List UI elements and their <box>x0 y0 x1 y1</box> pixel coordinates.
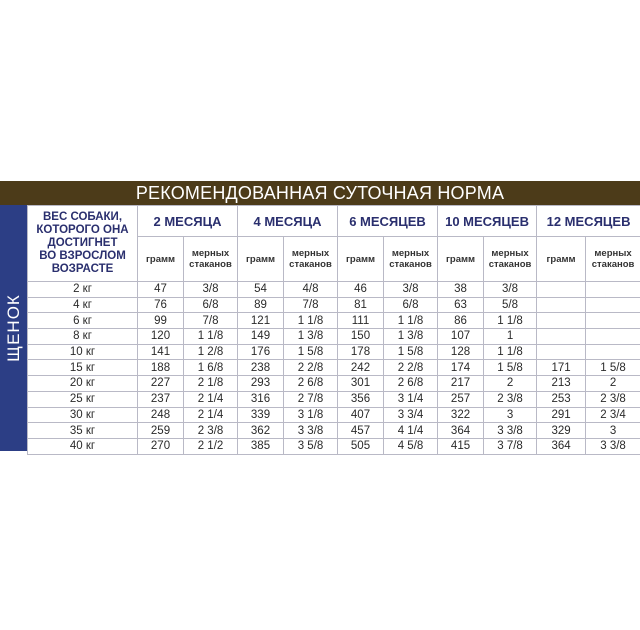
side-label: ЩЕНОК <box>3 294 23 362</box>
grams-cell: 174 <box>438 360 484 376</box>
period-header: 12 МЕСЯЦЕВ <box>537 206 640 237</box>
cups-cell: 1 1/8 <box>284 313 338 329</box>
period-header: 4 МЕСЯЦА <box>238 206 338 237</box>
grams-cell: 76 <box>138 297 184 313</box>
table-row <box>28 438 640 454</box>
table-row <box>28 423 640 439</box>
grams-cell: 213 <box>537 376 586 392</box>
grams-cell: 248 <box>138 407 184 423</box>
grams-cell: 293 <box>238 376 284 392</box>
grams-cell: 99 <box>138 313 184 329</box>
grams-cell: 111 <box>338 313 384 329</box>
cups-cell: 3 3/8 <box>484 423 537 439</box>
grams-cell: 47 <box>138 282 184 298</box>
grams-cell: 150 <box>338 329 384 345</box>
table-row <box>28 376 640 392</box>
weight-cell: 4 кг <box>28 297 138 313</box>
grams-cell: 270 <box>138 438 184 454</box>
side-label-band <box>0 205 27 451</box>
cups-cell: 1 3/8 <box>384 329 438 345</box>
grams-cell: 385 <box>238 438 284 454</box>
grams-cell: 316 <box>238 391 284 407</box>
grams-cell: 322 <box>438 407 484 423</box>
cups-cell <box>586 313 640 329</box>
grams-cell: 339 <box>238 407 284 423</box>
weight-header-line: ДОСТИГНЕТ <box>47 237 118 249</box>
cups-cell: 3/8 <box>384 282 438 298</box>
weight-column-header <box>28 206 138 282</box>
grams-cell <box>537 282 586 298</box>
weight-cell: 6 кг <box>28 313 138 329</box>
grams-cell: 46 <box>338 282 384 298</box>
grams-cell: 149 <box>238 329 284 345</box>
table-row <box>28 391 640 407</box>
cups-cell: 2 6/8 <box>284 376 338 392</box>
weight-cell: 8 кг <box>28 329 138 345</box>
grams-cell: 81 <box>338 297 384 313</box>
weight-header-line: ВО ВЗРОСЛОМ <box>39 250 126 262</box>
grams-header: грамм <box>138 237 184 282</box>
cups-cell: 5/8 <box>484 297 537 313</box>
cups-cell: 2 6/8 <box>384 376 438 392</box>
cups-cell: 3 3/8 <box>586 438 640 454</box>
cups-cell: 2 2/8 <box>284 360 338 376</box>
grams-cell: 238 <box>238 360 284 376</box>
cups-cell: 2 3/8 <box>484 391 537 407</box>
cups-header-line: мерных <box>291 248 330 259</box>
grams-cell: 107 <box>438 329 484 345</box>
cups-header <box>484 237 537 282</box>
cups-cell: 1 5/8 <box>384 344 438 360</box>
cups-cell: 4 5/8 <box>384 438 438 454</box>
period-header: 2 МЕСЯЦА <box>138 206 238 237</box>
cups-header-line: мерных <box>491 248 529 259</box>
grams-cell <box>537 344 586 360</box>
cups-cell: 2 <box>484 376 537 392</box>
cups-cell: 3 <box>586 423 640 439</box>
grams-cell: 176 <box>238 344 284 360</box>
grams-cell: 259 <box>138 423 184 439</box>
cups-cell: 2 3/4 <box>586 407 640 423</box>
grams-cell: 86 <box>438 313 484 329</box>
grams-cell: 54 <box>238 282 284 298</box>
weight-cell: 15 кг <box>28 360 138 376</box>
cups-cell: 3 5/8 <box>284 438 338 454</box>
cups-cell: 7/8 <box>284 297 338 313</box>
cups-cell: 3 1/8 <box>284 407 338 423</box>
period-header: 6 МЕСЯЦЕВ <box>338 206 438 237</box>
grams-header: грамм <box>238 237 284 282</box>
cups-cell: 1 5/8 <box>586 360 640 376</box>
weight-cell: 25 кг <box>28 391 138 407</box>
grams-header: грамм <box>537 237 586 282</box>
period-header: 10 МЕСЯЦЕВ <box>438 206 537 237</box>
grams-cell <box>537 313 586 329</box>
grams-cell: 38 <box>438 282 484 298</box>
weight-cell: 40 кг <box>28 438 138 454</box>
cups-cell: 1 1/8 <box>484 313 537 329</box>
table-title-text: РЕКОМЕНДОВАННАЯ СУТОЧНАЯ НОРМА <box>135 182 505 203</box>
cups-cell: 1 <box>484 329 537 345</box>
cups-cell: 2 1/8 <box>184 376 238 392</box>
grams-cell: 120 <box>138 329 184 345</box>
grams-cell: 253 <box>537 391 586 407</box>
cups-cell: 2 3/8 <box>184 423 238 439</box>
cups-header <box>284 237 338 282</box>
weight-cell: 35 кг <box>28 423 138 439</box>
cups-cell: 1 1/8 <box>384 313 438 329</box>
cups-header-line: стаканов <box>289 259 332 270</box>
table-row <box>28 407 640 423</box>
table-row <box>28 313 640 329</box>
cups-cell: 3 1/4 <box>384 391 438 407</box>
cups-header-line: стаканов <box>189 259 232 270</box>
cups-cell: 1 5/8 <box>484 360 537 376</box>
cups-cell: 3 7/8 <box>484 438 537 454</box>
cups-cell: 1 3/8 <box>284 329 338 345</box>
grams-cell: 227 <box>138 376 184 392</box>
grams-cell: 141 <box>138 344 184 360</box>
cups-header-line: мерных <box>391 248 430 259</box>
grams-cell: 171 <box>537 360 586 376</box>
cups-cell: 2 1/4 <box>184 391 238 407</box>
cups-header <box>384 237 438 282</box>
cups-cell <box>586 344 640 360</box>
cups-cell <box>586 297 640 313</box>
grams-cell: 128 <box>438 344 484 360</box>
cups-cell: 7/8 <box>184 313 238 329</box>
grams-cell: 457 <box>338 423 384 439</box>
cups-cell: 1 6/8 <box>184 360 238 376</box>
table-title <box>0 181 640 205</box>
weight-cell: 30 кг <box>28 407 138 423</box>
cups-cell: 2 7/8 <box>284 391 338 407</box>
grams-cell: 362 <box>238 423 284 439</box>
feeding-table <box>27 205 640 455</box>
grams-cell: 364 <box>537 438 586 454</box>
cups-header-line: мерных <box>191 248 230 259</box>
table-row <box>28 360 640 376</box>
grams-cell: 217 <box>438 376 484 392</box>
grams-cell: 237 <box>138 391 184 407</box>
cups-header-line: стаканов <box>389 259 432 270</box>
cups-cell: 2 3/8 <box>586 391 640 407</box>
cups-cell: 2 <box>586 376 640 392</box>
weight-cell: 2 кг <box>28 282 138 298</box>
period-header-row <box>28 206 640 237</box>
cups-cell: 3 3/4 <box>384 407 438 423</box>
grams-cell: 407 <box>338 407 384 423</box>
weight-header-line: ВЕС СОБАКИ, <box>42 211 123 223</box>
grams-cell: 89 <box>238 297 284 313</box>
cups-header-line: стаканов <box>591 259 635 270</box>
cups-header <box>184 237 238 282</box>
cups-cell: 3/8 <box>484 282 537 298</box>
cups-cell: 3 <box>484 407 537 423</box>
cups-cell: 4/8 <box>284 282 338 298</box>
grams-header: грамм <box>338 237 384 282</box>
feeding-table-card <box>0 181 640 451</box>
cups-cell: 2 1/2 <box>184 438 238 454</box>
cups-cell: 1 1/8 <box>184 329 238 345</box>
grams-cell: 301 <box>338 376 384 392</box>
cups-cell <box>586 282 640 298</box>
table-row <box>28 282 640 298</box>
grams-cell: 178 <box>338 344 384 360</box>
grams-cell: 415 <box>438 438 484 454</box>
weight-header-line: КОТОРОГО ОНА <box>36 224 129 236</box>
grams-cell: 242 <box>338 360 384 376</box>
cups-cell: 1 2/8 <box>184 344 238 360</box>
grams-cell: 356 <box>338 391 384 407</box>
weight-cell: 20 кг <box>28 376 138 392</box>
grams-cell: 63 <box>438 297 484 313</box>
table-row <box>28 344 640 360</box>
cups-cell: 3/8 <box>184 282 238 298</box>
cups-cell: 3 3/8 <box>284 423 338 439</box>
table-row <box>28 329 640 345</box>
cups-cell: 2 2/8 <box>384 360 438 376</box>
cups-header-line: стаканов <box>488 259 532 270</box>
cups-cell: 6/8 <box>184 297 238 313</box>
cups-cell: 2 1/4 <box>184 407 238 423</box>
grams-cell: 329 <box>537 423 586 439</box>
grams-cell: 188 <box>138 360 184 376</box>
grams-cell <box>537 297 586 313</box>
cups-cell <box>586 329 640 345</box>
cups-cell: 1 5/8 <box>284 344 338 360</box>
cups-header-line: мерных <box>594 248 632 259</box>
cups-cell: 4 1/4 <box>384 423 438 439</box>
weight-header-line: ВОЗРАСТЕ <box>51 263 114 275</box>
grams-cell: 257 <box>438 391 484 407</box>
cups-header <box>586 237 640 282</box>
cups-cell: 6/8 <box>384 297 438 313</box>
cups-cell: 1 1/8 <box>484 344 537 360</box>
grams-cell <box>537 329 586 345</box>
weight-cell: 10 кг <box>28 344 138 360</box>
table-row <box>28 297 640 313</box>
grams-cell: 291 <box>537 407 586 423</box>
grams-cell: 505 <box>338 438 384 454</box>
grams-cell: 364 <box>438 423 484 439</box>
grams-cell: 121 <box>238 313 284 329</box>
grams-header: грамм <box>438 237 484 282</box>
